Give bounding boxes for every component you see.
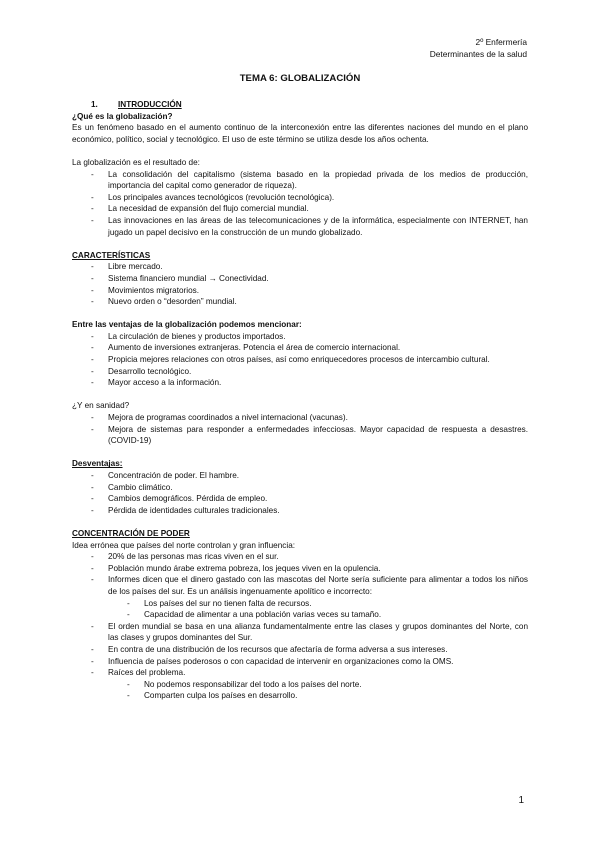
sub-list-item: - Comparten culpa los países en desarrollo. <box>144 690 528 702</box>
list-item: - Mayor acceso a la información. <box>108 377 528 389</box>
list-item-text: Raíces del problema. <box>108 668 186 678</box>
sub-list-item: - Capacidad de alimentar a una población varias veces su tamaño. <box>144 609 528 621</box>
result-list <box>72 169 528 239</box>
list-item: - Mejora de programas coordinados a nivel internacional (vacunas). <box>108 412 528 424</box>
list-item: - En contra de una distribución de los recursos que afectaría de forma adversa a sus intereses. <box>108 644 528 656</box>
disadvantages-list <box>72 470 528 516</box>
document-body <box>72 99 528 702</box>
section-heading-power: CONCENTRACIÓN DE PODER <box>72 528 190 538</box>
list-item: - Aumento de inversiones extranjeras. Potencia el área de comercio internacional. <box>108 342 528 354</box>
page-number: 1 <box>518 795 524 806</box>
list-item: - Cambios demográficos. Pérdida de empleo. <box>108 493 528 505</box>
health-heading: ¿Y en sanidad? <box>72 401 130 411</box>
list-item: - La consolidación del capitalismo (sistema basado en la propiedad privada de los medios de producción, importancia del capital como generador de riqueza). <box>108 169 528 192</box>
list-item: - Concentración de poder. El hambre. <box>108 470 528 482</box>
advantages-heading: Entre las ventajas de la globalización podemos mencionar: <box>72 320 302 330</box>
list-item: - El orden mundial se basa en una alianza fundamentalmente entre las clases y grupos dominantes del Norte, con las clases y grupos dominantes del Sur. <box>108 621 528 644</box>
section-number: 1. <box>91 100 98 109</box>
list-item: - Propicia mejores relaciones con otros países, así como enriquecedores procesos de intercambio cultural. <box>108 354 528 366</box>
list-item-text: Informes dicen que el dinero gastado con las mascotas del Norte sería suficiente para alimentar a todos los niños de los países del sur. Es un análisis ingenuamente apolítico e incorrecto: <box>108 575 528 596</box>
sub-list <box>108 679 528 702</box>
power-lead: Idea errónea que países del norte controlan y gran influencia: <box>72 540 296 550</box>
list-item: - Libre mercado. <box>108 261 528 273</box>
header-subject: Determinantes de la salud <box>429 48 527 59</box>
sub-list-item: - No podemos responsabilizar del todo a los países del norte. <box>144 679 528 691</box>
advantages-list <box>72 331 528 389</box>
list-item: - Movimientos migratorios. <box>108 285 528 297</box>
page-header <box>430 37 527 60</box>
list-item: - Cambio climático. <box>108 482 528 494</box>
section-heading-introduction <box>72 99 528 111</box>
result-lead: La globalización es el resultado de: <box>72 157 200 167</box>
list-item: - Mejora de sistemas para responder a enfermedades infecciosas. Mayor capacidad de respuesta a desastres. (COVID-19) <box>108 424 528 447</box>
list-item: - Las innovaciones en las áreas de las telecomunicaciones y de la informática, especialmente con INTERNET, han jugado un papel decisivo en la construcción de un mundo globalizado. <box>108 215 528 238</box>
list-item: - 20% de las personas mas ricas viven en el sur. <box>108 551 528 563</box>
list-item: - Nuevo orden o “desorden” mundial. <box>108 296 528 308</box>
list-item <box>108 574 528 620</box>
sub-list <box>108 598 528 621</box>
list-item: - La circulación de bienes y productos importados. <box>108 331 528 343</box>
header-course: 2º Enfermería <box>475 37 527 47</box>
list-item: - Los principales avances tecnológicos (revolución tecnológica). <box>108 192 528 204</box>
definition-paragraph: Es un fenómeno basado en el aumento continuo de la interconexión entre las diferentes naciones del mundo en el plano económico, político, social y tecnológico. El uso de este término se utiliza desde los años ochenta. <box>72 123 528 144</box>
list-item <box>108 667 528 702</box>
question-heading: ¿Qué es la globalización? <box>72 111 173 121</box>
health-list <box>72 412 528 447</box>
section-heading-characteristics: CARACTERÍSTICAS <box>72 250 151 260</box>
document-title: TEMA 6: GLOBALIZACIÓN <box>239 73 361 84</box>
list-item: - Pérdida de identidades culturales tradicionales. <box>108 505 528 517</box>
list-item: - Influencia de países poderosos o con capacidad de intervenir en organizaciones como la OMS. <box>108 656 528 668</box>
list-item: - Sistema financiero mundial → Conectividad. <box>108 273 528 285</box>
characteristics-list <box>72 261 528 307</box>
power-list <box>72 551 528 702</box>
disadvantages-heading: Desventajas: <box>72 459 123 469</box>
list-item: - La necesidad de expansión del flujo comercial mundial. <box>108 203 528 215</box>
section-title: INTRODUCCIÓN <box>118 100 182 109</box>
sub-list-item: - Los países del sur no tienen falta de recursos. <box>144 598 528 610</box>
list-item: - Población mundo árabe extrema pobreza, los jeques viven en la opulencia. <box>108 563 528 575</box>
list-item: - Desarrollo tecnológico. <box>108 366 528 378</box>
